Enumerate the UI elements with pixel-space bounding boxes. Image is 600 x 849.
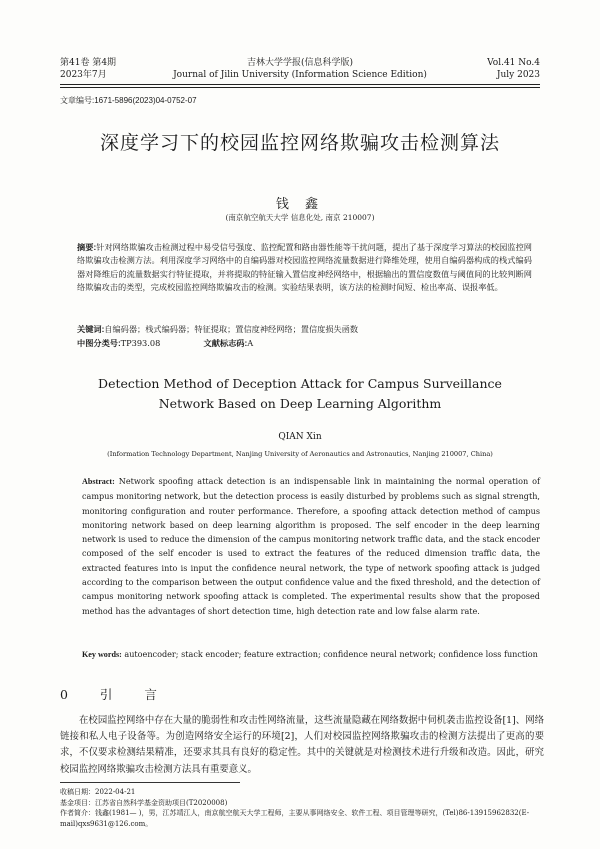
header-date-cn: 2023年7月 bbox=[60, 70, 107, 80]
abstract-en-text: Network spoofing attack detection is an indispensable link in maintaining the normal operation of campus monitoring network, but the detection process is easily disturbed by problems such as signal strength, monitoring configuration and router performance. Therefore, a spoofing attack detection method of campus monitoring network based on deep learning algorithm is proposed. The self encoder in the deep learning network is used to reduce the dimension of the campus monitoring network traffic data, and the stack encoder composed of the self encoder is used to extract the features of the reduced dimension traffic data, the extracted features into is input the confidence neural network, the type of network spoofing attack is judged according to the comparison between the output confidence value and the fixed threshold, and the detection of campus monitoring network spoofing attack is completed. The experimental results show that the proposed method has the advantages of short detection time, high detection rate and low false alarm rate. bbox=[82, 476, 541, 616]
title-en bbox=[0, 374, 600, 414]
footnote-rule bbox=[60, 782, 240, 783]
header-rule-top bbox=[60, 84, 540, 85]
header-journal-cn: 吉林大学学报(信息科学版) bbox=[246, 58, 354, 68]
abstract-en-label: Abstract: bbox=[82, 477, 115, 486]
header-journal-en: Journal of Jilin University (Information Science Edition) bbox=[173, 70, 427, 80]
author-en: QIAN Xin bbox=[278, 432, 322, 442]
classification-cn bbox=[77, 338, 253, 349]
article-number: 文章编号:1671-5896(2023)04-0752-07 bbox=[60, 96, 197, 105]
keywords-cn-text: 自编码器；栈式编码器；特征提取；置信度神经网络；置信度损失函数 bbox=[104, 324, 359, 334]
header-volume-issue: 第41卷 第4期 bbox=[60, 58, 117, 68]
keywords-en-text: autoencoder; stack encoder; feature extraction; confidence neural network; confidence loss function bbox=[124, 649, 538, 659]
abstract-cn-label: 摘要: bbox=[77, 243, 97, 252]
affiliation-en: (Information Technology Department, Nanjing University of Aeronautics and Astronautics, Nanjing 210007, China) bbox=[107, 450, 493, 458]
header-vol-no-en: Vol.41 No.4 bbox=[487, 58, 540, 68]
keywords-en bbox=[82, 647, 540, 662]
intro-paragraph: 在校园监控网络中存在大量的脆弱性和攻击性网络流量，这些流量隐藏在网络数据中伺机袭击监控设备[1]、网络链接和私人电子设备等。为创造网络安全运行的环境[2]，人们对校园监控网络欺骗攻击的检测方法提出了更高的要求，不仅要求检测结果精准，还要求其具有良好的稳定性。其中的关键就是对检测技术进行升级和改造。因此，研究校园监控网络欺骗攻击检测方法具有重要意义。 bbox=[60, 715, 544, 775]
title-cn: 深度学习下的校园监控网络欺骗攻击检测算法 bbox=[99, 132, 500, 154]
footnote-fund: 基金项目：江苏省自然科学基金资助项目(T2020008) bbox=[60, 798, 228, 807]
abstract-cn-text: 针对网络欺骗攻击检测过程中易受信号强度、监控配置和路由器性能等干扰问题，提出了基于深度学习算法的校园监控网络欺骗攻击检测方法。利用深度学习网络中的自编码器对校园监控网络流量数据进行降维处理，使用自编码器构成的栈式编码器对降维后的流量数据实行特征提取，并将提取的特征输入置信度神经网络中，根据输出的置信度数值与阈值间的比较判断网络欺骗攻击的类型，完成校园监控网络欺骗攻击的检测。实验结果表明，该方法的检测时间短、检出率高、误报率低。 bbox=[77, 242, 532, 293]
abstract-en bbox=[82, 474, 540, 618]
keywords-cn bbox=[77, 323, 532, 336]
affiliation-cn: (南京航空航天大学 信息化处, 南京 210007) bbox=[225, 213, 375, 222]
section-heading-introduction: 0 引 言 bbox=[60, 687, 171, 702]
header-volume-info-en bbox=[487, 57, 540, 81]
header-rule-bottom bbox=[60, 87, 540, 88]
title-en-line2: Network Based on Deep Learning Algorithm bbox=[158, 396, 442, 411]
clc-value: TP393.08 bbox=[120, 338, 161, 348]
title-en-line1: Detection Method of Deception Attack for Campus Surveillance bbox=[98, 376, 502, 391]
author-cn: 钱 鑫 bbox=[275, 197, 325, 212]
doc-code-value: A bbox=[247, 338, 254, 348]
keywords-en-label: Key words: bbox=[82, 650, 122, 659]
keywords-cn-label: 关键词: bbox=[77, 325, 105, 334]
footnote-received: 收稿日期：2022-04-21 bbox=[60, 788, 136, 796]
footnote-author-bio: 作者简介：钱鑫(1981— )，男，江苏靖江人，南京航空航天大学工程师，主要从事网络安全、软件工程、项目管理等研究，(Tel)86-13915962832(E-mail)qxs9631@126.com。 bbox=[60, 809, 530, 828]
header-date-en: July 2023 bbox=[496, 70, 540, 80]
abstract-cn bbox=[77, 241, 532, 295]
doc-code-label: 文献标志码: bbox=[203, 339, 248, 348]
footnotes bbox=[60, 787, 544, 829]
clc-label: 中图分类号: bbox=[77, 339, 121, 348]
